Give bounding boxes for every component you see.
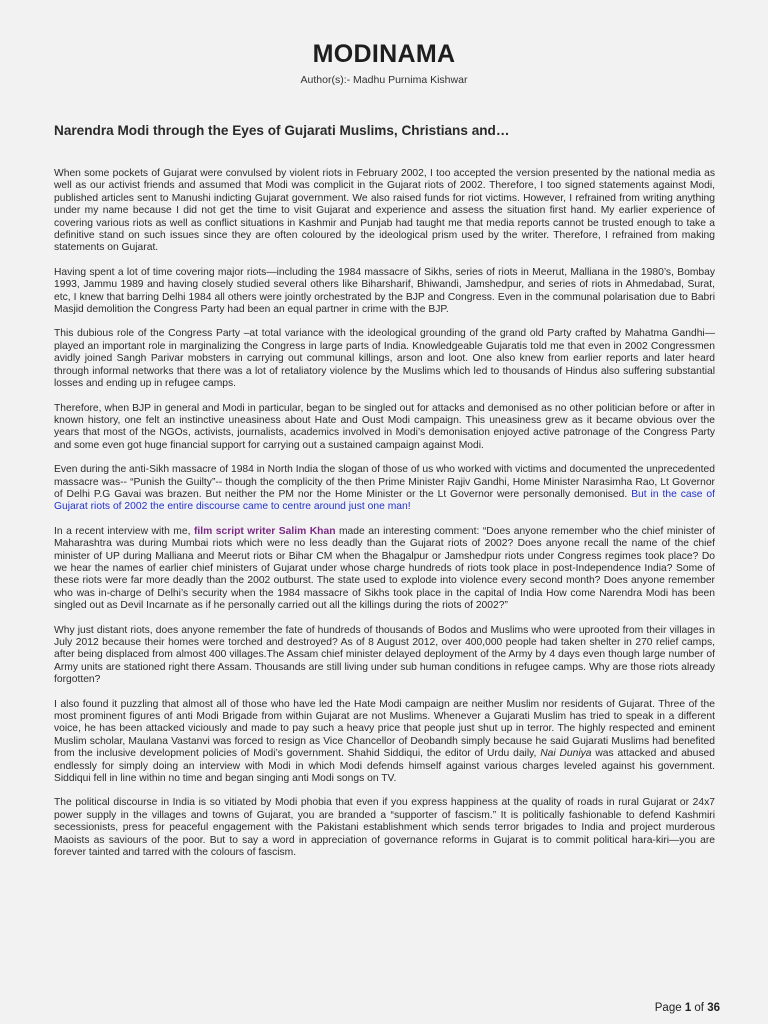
section-heading: Narendra Modi through the Eyes of Gujarati Muslims, Christians and… (54, 123, 510, 138)
page-total: 36 (707, 1002, 720, 1014)
paragraph-6 (54, 526, 715, 613)
paragraph-8-text: I also found it puzzling that almost all of those who have led the Hate Modi campaign are neither Muslim nor residents of Gujarat. Three of the most prominent figures of anti Modi Brigade from within Gujarat are not Muslims. Whenever a Gujarati Muslim has tried to speak in a different voice, he has been attacked viciously and made to pay such a heavy price that people just shut up in terror. The highly respected and eminent Muslim scholar, Maulana Vastanvi was forced to resign as Vice Chancellor of Deobandh simply because he said Gujarati Muslims had benefited from the inclusive development policies of Modi’s government. Shahid Siddiqui, the editor of Urdu daily, (54, 698, 715, 760)
paragraph-9: The political discourse in India is so vitiated by Modi phobia that even if you express happiness at the quality of roads in rural Gujarat or 24x7 power supply in the villages and towns of Gujarat, you are branded a “supporter of fascism.” It is politically fashionable to defend Kashmiri secessionists, press for peaceful engagement with the Pakistani establishment which sends terror brigades to India and project murderous Maoists as saviours of the poor. But to say a word in appreciation of governance reforms in Gujarat is to commit political hara-kiri—you are forever tainted and tarred with the colours of fascism. (54, 797, 715, 859)
document-title: MODINAMA (312, 40, 456, 68)
salim-khan-link[interactable]: film script writer Salim Khan (193, 525, 336, 537)
author-line: Author(s):- Madhu Purnima Kishwar (300, 74, 468, 86)
paragraph-8-rest: was attacked and abused endlessly for simply doing an interview with Modi in which Modi defends himself against various charges leveled against his government. Siddiqui fell in line within no time and began singing anti Modi songs on TV. (54, 748, 715, 785)
page-number: 1 (684, 1002, 692, 1014)
page-indicator (655, 1002, 720, 1014)
page-label: Page (654, 1002, 685, 1014)
newspaper-name: Nai Duniya (540, 748, 592, 760)
body-text (54, 168, 715, 872)
paragraph-3: This dubious role of the Congress Party –at total variance with the ideological grounding of the grand old Party crafted by Mahatma Gandhi—played an important role in marginalizing the Congress in large parts of India. Knowledgeable Gujaratis told me that even in 2002 Congressmen avidly joined Sangh Parivar mobsters in carrying out communal killings, arson and loot. One also knew from earlier reports and later heard through informal networks that there was a lot of retaliatory violence by the Muslims which led to thousands of Hindus also suffering substantial losses and ending up in refugee camps. (54, 328, 715, 390)
paragraph-1: When some pockets of Gujarat were convulsed by violent riots in February 2002, I too accepted the version presented by the national media as well as our activist friends and assumed that Modi was complicit in the Gujarat riots of 2002. Therefore, I too signed statements against Modi, published articles sent to Manushi indicting Gujarat government. We also raised funds for riot victims. However, I refrained from writing anything under my name because I did not get the time to visit Gujarat and experience and assess the situation first hand. My earlier experience of covering various riots as well as conflict situations in Kashmir and Punjab had taught me that media reports cannot be trusted enough to take a definitive stand on such issues since they are often coloured by the ideological prism used by the writer. Therefore, I refrained from making statements on Gujarat. (54, 168, 715, 254)
paragraph-6-intro: In a recent interview with me, (54, 525, 194, 537)
page-of-label: of (691, 1002, 708, 1014)
highlighted-sentence: But in the case of Gujarat riots of 2002 the entire discourse came to centre around just one man! (54, 488, 715, 513)
paragraph-4: Therefore, when BJP in general and Modi in particular, began to be singled out for attacks and demonised as no other politician before or after in known history, one felt an instinctive uneasiness about Hate and Oust Modi campaign. This uneasiness grew as it became obvious over the years that most of the NGOs, activists, journalists, academics involved in Modi’s demonisation enjoyed active patronage of the Congress Party and some even got huge financial support for carrying out a sustained campaign against Modi. (54, 402, 715, 451)
paragraph-8 (54, 699, 715, 786)
paragraph-6-quote: made an interesting comment: “Does anyone remember who the chief minister of Maharashtra was during Mumbai riots which were no less deadly than the Gujarat riots of 2002? Does anyone recall the name of the chief minister of UP during Malliana and Meerut riots or Bihar CM when the Bhagalpur or Jamshedpur riots under Congress regimes took place? Do we hear the names of earlier chief ministers of Gujarat under whose charge hundreds of riots took place in post-Independence India? Some of these riots were far more deadly than the 2002 outburst. The state used to explode into violence every second month? Does anyone remember who was in-charge of Delhi’s security when the 1984 massacre of Sikhs took place in the capital of India How come Narendra Modi has been singled out as Devil Incarnate as if he personally carried out all the killings during the riots of 2002?” (54, 525, 715, 612)
paragraph-5-text: Even during the anti-Sikh massacre of 1984 in North India the slogan of those of us who worked with victims and documented the unprecedented massacre was-- “Punish the Guilty”-- though the complicity of the then Prime Minister Rajiv Gandhi, Home Minister Narasimha Rao, Lt Governor of Delhi P.G Gavai was brazen. But neither the PM nor the Home Minister or the Lt Governor were personally demonised. (54, 464, 715, 500)
paragraph-2: Having spent a lot of time covering major riots—including the 1984 massacre of Sikhs, series of riots in Meerut, Malliana in the 1980’s, Bombay 1993, Jammu 1989 and having closely studied several others like Biharsharif, Bhiwandi, Jamshedpur, and series of riots in Ahmedabad, Surat, etc, I knew that barring Delhi 1984 all others were jointly orchestrated by the BJP and Congress. Even in the communal polarisation due to Babri Masjid demolition the Congress Party had been an equal partner in crime with the BJP. (54, 266, 715, 316)
paragraph-5 (54, 464, 715, 514)
paragraph-7: Why just distant riots, does anyone remember the fate of hundreds of thousands of Bodos and Muslims who were uprooted from their villages in July 2012 because their homes were torched and destroyed? As of 8 August 2012, over 400,000 people had taken shelter in 270 relief camps, after being displaced from almost 400 villages.The Assam chief minister delayed deployment of the Army by 4 days even though large number of Army units are stationed right there Assam. Thousands are still living under sub human conditions in refugee camps. Why are those riots already forgotten? (54, 624, 715, 686)
